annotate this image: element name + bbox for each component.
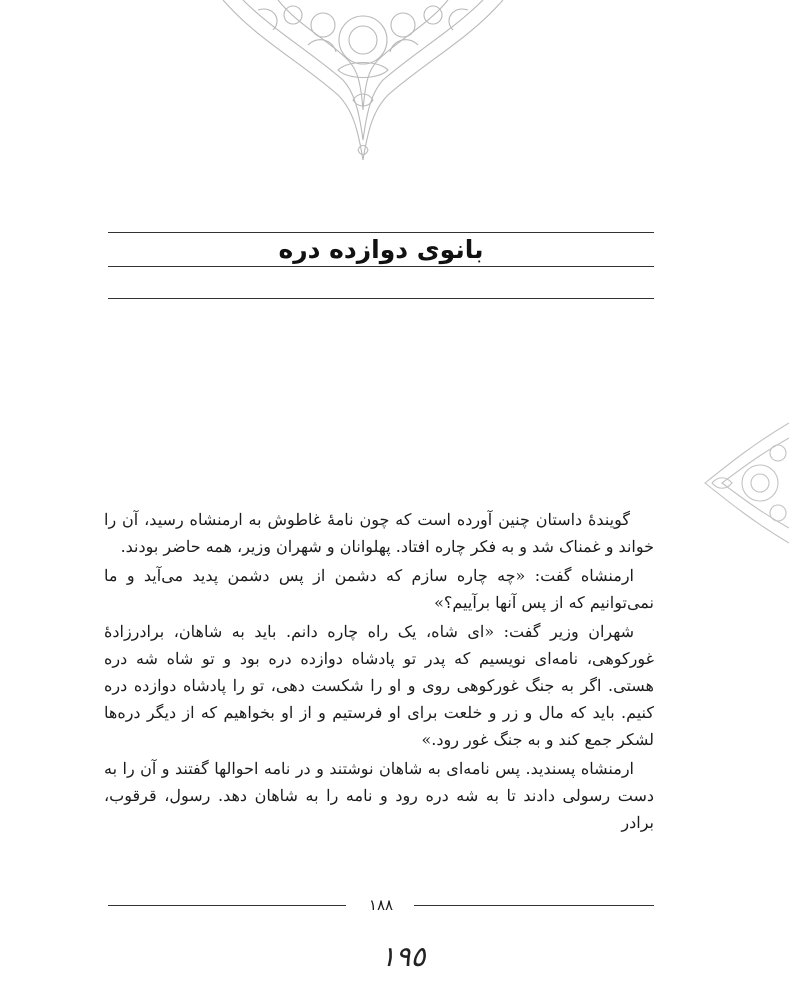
title-rule-bottom: [108, 298, 654, 299]
arabesque-ornament-top: [218, 0, 508, 165]
arabesque-ornament-side: [700, 418, 789, 548]
paragraph: گویندهٔ داستان چنین آورده است که چون نامهٔ غاطوش به ارمنشاه رسید، آن را خواند و غمناک شد و به فکر چاره افتاد. پهلوانان و شهران وزیر، همه حاضر بودند.: [104, 510, 654, 556]
paragraph: ارمنشاه پسندید. پس نامه‌ای به شاهان نوشتند و در نامه احوالها گفتند و آن را به دست رسولی دادند تا به شه دره رود و نامه را به شاهان دهد. رسول، قرقوب، برادر: [104, 759, 654, 832]
paragraph: ارمنشاه گفت: «چه چاره سازم که دشمن از پس دشمن پدید می‌آید و ما نمی‌توانیم که از پس آنها برآییم؟»: [104, 566, 654, 612]
title-rule-top: [108, 232, 654, 233]
footer-rule-right: [414, 905, 654, 906]
paragraph: شهران وزیر گفت: «ای شاه، یک راه چاره دانم. باید به شاهان، برادرزادهٔ غورکوهی، نامه‌ای نویسیم که پدر تو پادشاه دوازده دره بود و تو شاه شه دره هستی. اگر به جنگ غورکوهی روی و او را شکست دهی، تو را پادشاه دوازده دره کنیم. باید که مال و زر و خلعت برای او فرستیم و از او بخواهیم که از دیگر دره‌ها لشکر جمع کند و به جنگ غور رود.»: [104, 622, 654, 749]
title-rule-middle: [108, 266, 654, 267]
chapter-title: بانوی دوازده دره: [278, 235, 484, 264]
page-footer: [108, 894, 654, 916]
handwritten-page-number: ١٩٥: [380, 940, 426, 973]
body-text: [104, 506, 654, 838]
footer-rule-left: [108, 905, 346, 906]
page-number: ۱۸۸: [368, 896, 394, 914]
